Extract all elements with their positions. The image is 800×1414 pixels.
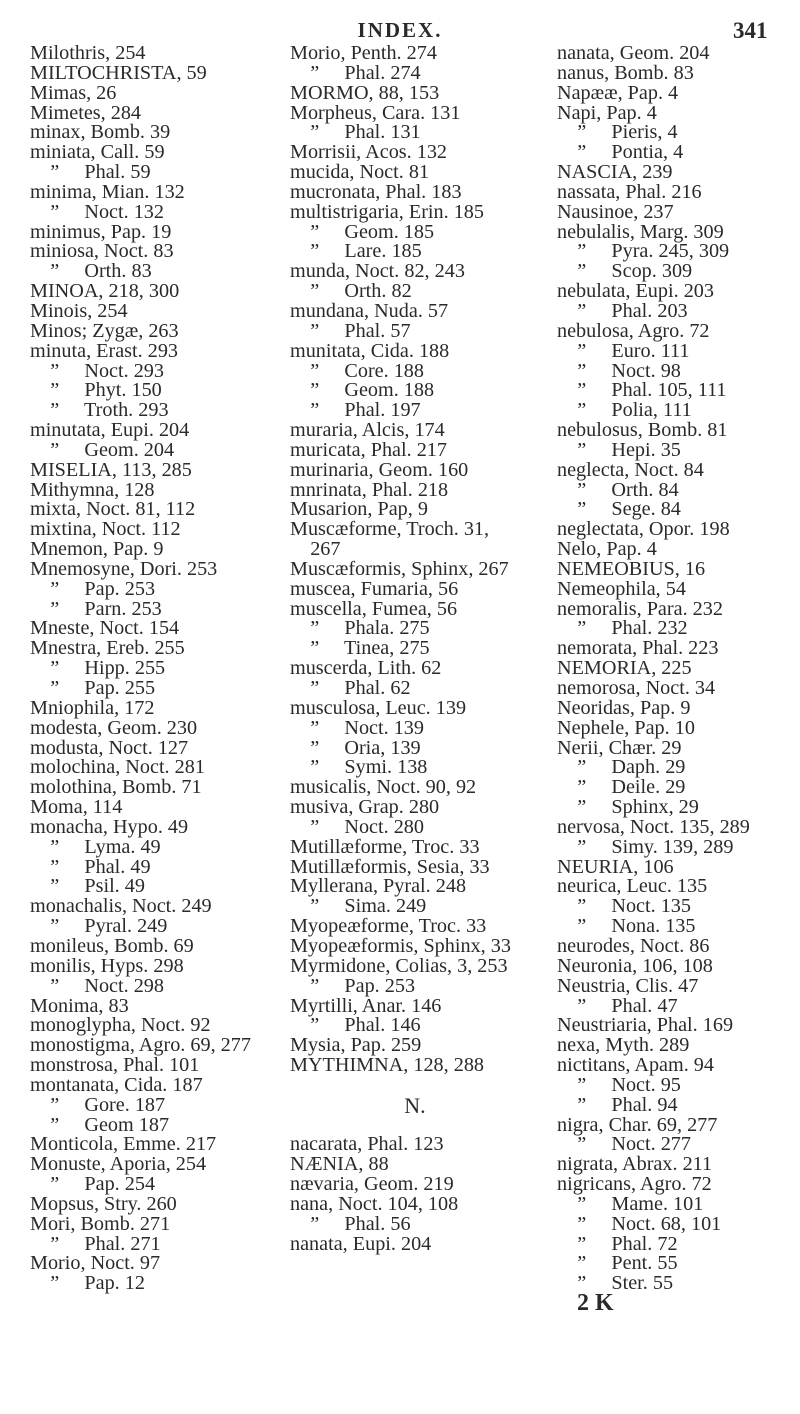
index-entry: neurica, Leuc. 135 — [557, 875, 708, 898]
index-entry: Nerii, Chær. 29 — [557, 736, 682, 759]
index-entry: Neustriaria, Phal. 169 — [557, 1014, 734, 1037]
index-entry: nemoralis, Para. 232 — [557, 597, 723, 620]
index-entry: muscerda, Lith. 62 — [290, 657, 442, 680]
index-entry: nebulata, Eupi. 203 — [557, 280, 714, 303]
signature-mark: 2 K — [577, 1290, 614, 1317]
index-entry: Monticola, Emme. 217 — [30, 1133, 217, 1156]
index-column-1 — [30, 44, 270, 1294]
index-entry: ” Euro. 111 — [557, 339, 690, 362]
index-entry: Morrisii, Acos. 132 — [290, 141, 448, 164]
index-entry: ” Pap. 254 — [30, 1173, 156, 1196]
index-entry: ” Noct. 298 — [30, 974, 164, 997]
index-entry: Mnemon, Pap. 9 — [30, 538, 164, 561]
index-entry: nanus, Bomb. 83 — [557, 61, 694, 84]
index-entry: Minois, 254 — [30, 299, 128, 322]
index-entry: nævaria, Geom. 219 — [290, 1173, 454, 1196]
index-entry: Nemeophila, 54 — [557, 577, 686, 600]
index-entry: Minos; Zygæ, 263 — [30, 319, 179, 342]
index-entry: Mithymna, 128 — [30, 478, 155, 501]
index-entry: multistrigaria, Erin. 185 — [290, 200, 484, 223]
page-number: 341 — [733, 18, 768, 43]
index-entry: ” Phal. 72 — [557, 1232, 678, 1255]
index-entry: ” Parn. 253 — [30, 597, 162, 620]
index-entry: muscea, Fumaria, 56 — [290, 577, 459, 600]
index-entry: monoglypha, Noct. 92 — [30, 1014, 211, 1037]
index-entry: ” Geom. 204 — [30, 438, 175, 461]
index-entry: ” Phal. 49 — [30, 855, 151, 878]
index-entry: Mori, Bomb. 271 — [30, 1212, 171, 1235]
index-entry: Mysia, Pap. 259 — [290, 1034, 422, 1057]
index-entry: munitata, Cida. 188 — [290, 339, 450, 362]
index-entry: ” Hipp. 255 — [30, 657, 166, 680]
index-entry: mucronata, Phal. 183 — [290, 180, 462, 203]
index-entry: Mnestra, Ereb. 255 — [30, 637, 185, 660]
index-entry: Myopeæformis, Sphinx, 33 — [290, 934, 511, 957]
index-entry: monacha, Hypo. 49 — [30, 815, 189, 838]
index-entry: ” Phal. 131 — [290, 121, 421, 144]
index-entry: muricata, Phal. 217 — [290, 438, 447, 461]
index-entry: nanata, Eupi. 204 — [290, 1232, 432, 1255]
index-entry: minima, Mian. 132 — [30, 180, 185, 203]
index-entry: NASCIA, 239 — [557, 161, 673, 184]
index-entry: Muscæforme, Troch. 31, — [290, 518, 490, 541]
index-entry: Nelo, Pap. 4 — [557, 538, 657, 561]
index-entry: MYTHIMNA, 128, 288 — [290, 1054, 485, 1077]
index-entry: ” Sphinx, 29 — [557, 796, 699, 819]
index-entry: Neoridas, Pap. 9 — [557, 696, 691, 719]
index-entry: ” Phal. 56 — [290, 1212, 411, 1235]
index-entry: minuta, Erast. 293 — [30, 339, 179, 362]
index-entry: MILTOCHRISTA, 59 — [30, 61, 207, 84]
index-entry: ” Phal. 232 — [557, 617, 688, 640]
index-entry: ” Noct. 139 — [290, 716, 424, 739]
index-entry: NEURIA, 106 — [557, 855, 674, 878]
index-entry: ” Ster. 55 — [557, 1272, 674, 1295]
index-entry: ” Pap. 255 — [30, 677, 156, 699]
index-entry: monilis, Hyps. 298 — [30, 954, 184, 977]
index-entry: ” Pyra. 245, 309 — [557, 240, 730, 263]
index-entry: nebulosa, Agro. 72 — [557, 319, 710, 342]
index-entry: ” Psil. 49 — [30, 875, 145, 898]
index-entry: Mnemosyne, Dori. 253 — [30, 557, 218, 580]
index-entry: Myrmidone, Colias, 3, 253 — [290, 954, 508, 977]
index-entry: nervosa, Noct. 135, 289 — [557, 815, 750, 838]
index-entry: ” Phala. 275 — [290, 617, 430, 640]
index-entry: ” Pap. 12 — [30, 1272, 145, 1295]
index-entry: montanata, Cida. 187 — [30, 1073, 203, 1096]
index-entry: monachalis, Noct. 249 — [30, 895, 212, 918]
index-entry: molochina, Noct. 281 — [30, 756, 205, 779]
index-entry: miniata, Call. 59 — [30, 141, 165, 164]
index-entry: mixtina, Noct. 112 — [30, 518, 181, 541]
index-entry: 267 — [290, 538, 341, 561]
index-entry: Morio, Noct. 97 — [30, 1252, 161, 1275]
index-entry: ” Phal. 203 — [557, 299, 688, 322]
index-entry: Mimetes, 284 — [30, 101, 142, 124]
index-entry: ” Troth. 293 — [30, 399, 169, 422]
index-entry: ” Phyt. 150 — [30, 379, 162, 402]
index-entry: nexa, Myth. 289 — [557, 1034, 690, 1057]
index-entry: ” Pyral. 249 — [30, 915, 168, 938]
index-entry: ” Noct. 95 — [557, 1073, 681, 1096]
index-entry: nemorata, Phal. 223 — [557, 637, 719, 660]
index-entry: nemorosa, Noct. 34 — [557, 677, 716, 699]
index-entry: ” Phal. 59 — [30, 161, 151, 184]
index-entry: munda, Noct. 82, 243 — [290, 260, 465, 283]
index-entry: ” Nona. 135 — [557, 915, 696, 938]
index-entry: nictitans, Apam. 94 — [557, 1054, 714, 1077]
index-entry: Monima, 83 — [30, 994, 129, 1017]
index-entry: ” Phal. 57 — [290, 319, 411, 342]
index-entry: NEMORIA, 225 — [557, 657, 692, 680]
index-entry: minimus, Pap. 19 — [30, 220, 172, 243]
index-entry: minutata, Eupi. 204 — [30, 419, 190, 442]
index-entry: miniosa, Noct. 83 — [30, 240, 174, 263]
index-entry: ” Phal. 105, 111 — [557, 379, 727, 402]
index-entry: mucida, Noct. 81 — [290, 161, 430, 184]
section-letter-heading: N. — [404, 1092, 426, 1118]
index-entry: ” Oria, 139 — [290, 736, 421, 759]
index-entry: monstrosa, Phal. 101 — [30, 1054, 200, 1077]
index-entry: NÆNIA, 88 — [290, 1153, 389, 1176]
index-entry: minax, Bomb. 39 — [30, 121, 171, 144]
index-entry: Neuronia, 106, 108 — [557, 954, 713, 977]
index-entry: nana, Noct. 104, 108 — [290, 1192, 459, 1215]
index-entry: Mutillæformis, Sesia, 33 — [290, 855, 490, 878]
index-entry: ” Noct. 68, 101 — [557, 1212, 722, 1235]
index-entry: Musarion, Pap, 9 — [290, 498, 428, 521]
index-entry: ” Mame. 101 — [557, 1192, 704, 1215]
index-entry: Nausinoe, 237 — [557, 200, 674, 223]
index-entry: nigra, Char. 69, 277 — [557, 1113, 718, 1136]
index-entry: Monuste, Aporia, 254 — [30, 1153, 207, 1176]
index-entry: ” Orth. 84 — [557, 478, 679, 501]
index-entry: musicalis, Noct. 90, 92 — [290, 776, 477, 799]
index-entry: muscella, Fumea, 56 — [290, 597, 458, 620]
index-entry: mixta, Noct. 81, 112 — [30, 498, 196, 521]
index-entry: ” Core. 188 — [290, 359, 424, 382]
index-entry: MORMO, 88, 153 — [290, 81, 440, 104]
index-entry: ” Lare. 185 — [290, 240, 422, 263]
index-entry: ” Geom 187 — [30, 1113, 170, 1136]
index-entry: ” Noct. 135 — [557, 895, 691, 918]
index-entry: Napææ, Pap. 4 — [557, 81, 679, 104]
index-entry: NEMEOBIUS, 16 — [557, 557, 706, 580]
index-entry: ” Geom. 188 — [290, 379, 435, 402]
index-entry: murinaria, Geom. 160 — [290, 458, 469, 481]
index-entry: Moma, 114 — [30, 796, 123, 819]
index-entry: Napi, Pap. 4 — [557, 101, 657, 124]
index-entry: ” Noct. 293 — [30, 359, 164, 382]
index-entry: ” Sima. 249 — [290, 895, 427, 918]
index-entry: ” Phal. 94 — [557, 1093, 678, 1116]
index-entry: ” Phal. 274 — [290, 61, 421, 84]
index-entry: ” Tinea, 275 — [290, 637, 430, 660]
index-entry: neglectata, Opor. 198 — [557, 518, 730, 541]
index-entry: nanata, Geom. 204 — [557, 42, 710, 64]
index-entry: Nephele, Pap. 10 — [557, 716, 695, 739]
index-entry: mundana, Nuda. 57 — [290, 299, 449, 322]
index-entry: ” Noct. 280 — [290, 815, 424, 838]
index-entry: mnrinata, Phal. 218 — [290, 478, 449, 501]
index-column-2 — [290, 44, 540, 1254]
index-entry: ” Polia, 111 — [557, 399, 692, 422]
index-entry: neglecta, Noct. 84 — [557, 458, 704, 481]
index-entry: ” Deile. 29 — [557, 776, 686, 799]
index-entry: MINOA, 218, 300 — [30, 280, 180, 303]
index-entry: Myrtilli, Anar. 146 — [290, 994, 442, 1017]
index-entry: ” Symi. 138 — [290, 756, 428, 779]
index-entry: Mimas, 26 — [30, 81, 117, 104]
index-entry: ” Pent. 55 — [557, 1252, 678, 1275]
index-entry: nassata, Phal. 216 — [557, 180, 702, 203]
index-entry: monileus, Bomb. 69 — [30, 934, 194, 957]
index-entry: Morpheus, Cara. 131 — [290, 101, 461, 124]
index-entry: ” Daph. 29 — [557, 756, 686, 779]
index-entry: ” Pieris, 4 — [557, 121, 678, 144]
index-entry: musculosa, Leuc. 139 — [290, 696, 467, 719]
index-entry: ” Geom. 185 — [290, 220, 435, 243]
index-entry: ” Pap. 253 — [290, 974, 416, 997]
index-entry: Milothris, 254 — [30, 42, 146, 64]
index-entry: ” Lyma. 49 — [30, 835, 161, 858]
index-entry: Mopsus, Stry. 260 — [30, 1192, 177, 1215]
index-entry: ” Simy. 139, 289 — [557, 835, 734, 858]
index-entry: Mutillæforme, Troc. 33 — [290, 835, 480, 858]
index-entry: molothina, Bomb. 71 — [30, 776, 202, 799]
index-entry: Morio, Penth. 274 — [290, 42, 437, 64]
index-entry: monostigma, Agro. 69, 277 — [30, 1034, 251, 1057]
index-entry: ” Noct. 277 — [557, 1133, 691, 1156]
index-entry: ” Phal. 197 — [290, 399, 421, 422]
index-entry: ” Phal. 146 — [290, 1014, 421, 1037]
index-entry: Muscæformis, Sphinx, 267 — [290, 557, 509, 580]
index-entry: ” Noct. 132 — [30, 200, 164, 223]
index-entry: nigrata, Abrax. 211 — [557, 1153, 713, 1176]
running-head: INDEX. — [357, 18, 443, 42]
index-entry: nigricans, Agro. 72 — [557, 1173, 712, 1196]
index-entry: ” Phal. 47 — [557, 994, 678, 1017]
index-entry: Myopeæforme, Troc. 33 — [290, 915, 487, 938]
index-entry: ” Pontia, 4 — [557, 141, 684, 164]
index-entry: ” Orth. 82 — [290, 280, 412, 303]
index-entry: ” Orth. 83 — [30, 260, 152, 283]
index-entry: ” Phal. 271 — [30, 1232, 161, 1255]
index-entry: nacarata, Phal. 123 — [290, 1133, 444, 1156]
index-entry: ” Hepi. 35 — [557, 438, 681, 461]
index-entry: ” Noct. 98 — [557, 359, 681, 382]
index-entry: MISELIA, 113, 285 — [30, 458, 192, 481]
index-entry: modesta, Geom. 230 — [30, 716, 198, 739]
index-entry: ” Scop. 309 — [557, 260, 693, 283]
index-entry: ” Phal. 62 — [290, 677, 411, 699]
index-entry: ” Gore. 187 — [30, 1093, 166, 1116]
index-entry: modusta, Noct. 127 — [30, 736, 189, 759]
index-entry: Mneste, Noct. 154 — [30, 617, 180, 640]
index-entry: ” Pap. 253 — [30, 577, 156, 600]
index-entry: nebulosus, Bomb. 81 — [557, 419, 728, 442]
index-entry: Myllerana, Pyral. 248 — [290, 875, 467, 898]
index-entry: Neustria, Clis. 47 — [557, 974, 699, 997]
index-column-3 — [557, 44, 797, 1316]
index-entry: ” Sege. 84 — [557, 498, 681, 521]
index-entry: muraria, Alcis, 174 — [290, 419, 445, 442]
index-entry: neurodes, Noct. 86 — [557, 934, 710, 957]
index-entry: musiva, Grap. 280 — [290, 796, 440, 819]
index-entry: nebulalis, Marg. 309 — [557, 220, 724, 243]
index-entry: Mniophila, 172 — [30, 696, 155, 719]
